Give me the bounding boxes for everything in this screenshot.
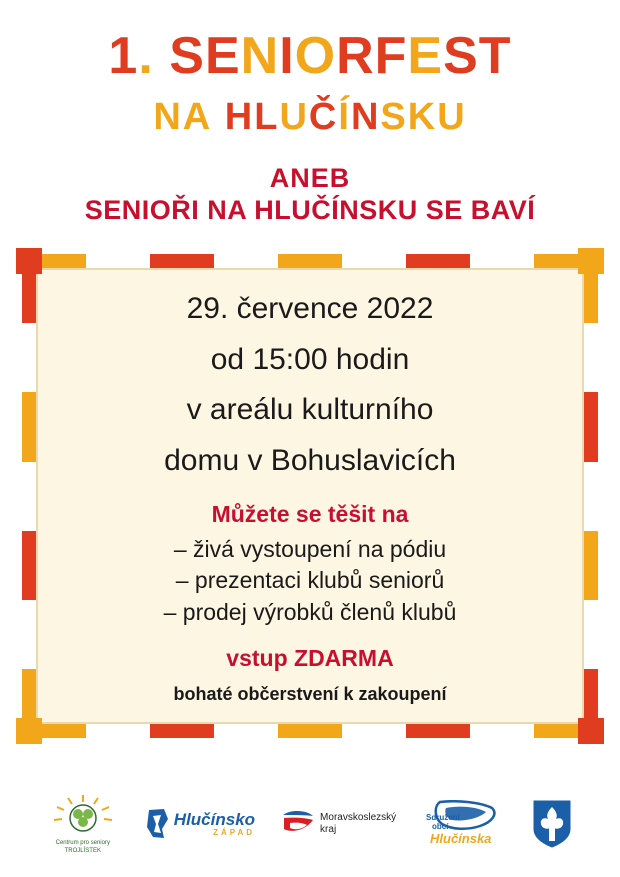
event-date: 29. července 2022 bbox=[186, 292, 434, 326]
logo-text-msk-line2: kraj bbox=[320, 824, 337, 835]
svg-text:obcí: obcí bbox=[432, 822, 449, 831]
frame-border-bottom bbox=[22, 724, 598, 738]
event-place-line1: v areálu kulturního bbox=[186, 393, 434, 427]
program-list bbox=[48, 534, 572, 629]
moravskoslezsky-kraj-mark-icon bbox=[281, 809, 315, 839]
title-block bbox=[0, 0, 620, 228]
refreshments-note: bohaté občerstvení k zakoupení bbox=[173, 683, 447, 704]
logo-obec-bohuslavice-znak bbox=[532, 792, 572, 856]
logo-sdruzeni-obci-hlucinska bbox=[422, 792, 506, 856]
poster-title: 1. SENIORFEST bbox=[108, 27, 512, 85]
list-item: – prezentaci klubů seniorů bbox=[175, 567, 445, 594]
frame-corner-top-right bbox=[578, 248, 604, 274]
list-item: – prodej výrobků členů klubů bbox=[163, 598, 457, 625]
sdruzeni-obci-hlucinska-mark-icon bbox=[422, 800, 506, 848]
logo-moravskoslezsky-kraj bbox=[281, 792, 396, 856]
logo-centrum-pro-seniory-trojlistek bbox=[48, 792, 118, 856]
aneb-label: ANEB bbox=[269, 163, 351, 193]
logo-caption-line1: Centrum pro seniory bbox=[55, 840, 110, 846]
logo-hlucinsko-zapad bbox=[144, 792, 255, 856]
trojlistek-icon bbox=[48, 793, 118, 835]
framed-content bbox=[14, 246, 606, 746]
frame-border-right bbox=[584, 254, 598, 738]
logo-text-hlucinsko: Hlučínsko bbox=[173, 810, 256, 829]
event-details bbox=[48, 280, 572, 718]
frame-corner-bottom-right bbox=[578, 718, 604, 744]
list-item: – živá vystoupení na pódiu bbox=[173, 535, 447, 562]
logo-caption-line2: TROJLÍSTEK bbox=[64, 847, 101, 854]
event-time: od 15:00 hodin bbox=[210, 342, 410, 376]
logo-text-zapad: ZÁPAD bbox=[213, 828, 256, 837]
frame-corner-bottom-left bbox=[16, 718, 42, 744]
entry-fee: vstup ZDARMA bbox=[226, 644, 394, 671]
hlucinsko-zapad-mark-icon bbox=[144, 807, 170, 841]
logo-text-msk-line1: Moravskoslezský bbox=[320, 812, 397, 823]
frame-border-top bbox=[22, 254, 598, 268]
logo-strip bbox=[0, 789, 620, 859]
aneb-tagline: SENIOŘI NA HLUČÍNSKU SE BAVÍ bbox=[84, 195, 536, 226]
frame-corner-top-left bbox=[16, 248, 42, 274]
event-place-line2: domu v Bohuslavicích bbox=[164, 443, 456, 477]
poster-subtitle: NA HLUČÍNSKU bbox=[153, 96, 467, 138]
program-heading: Můžete se těšit na bbox=[211, 500, 409, 527]
svg-text:Hlučínska: Hlučínska bbox=[430, 831, 492, 846]
coat-of-arms-icon bbox=[532, 799, 572, 849]
svg-text:Sdružení: Sdružení bbox=[426, 813, 460, 822]
frame-border-left bbox=[22, 254, 36, 738]
